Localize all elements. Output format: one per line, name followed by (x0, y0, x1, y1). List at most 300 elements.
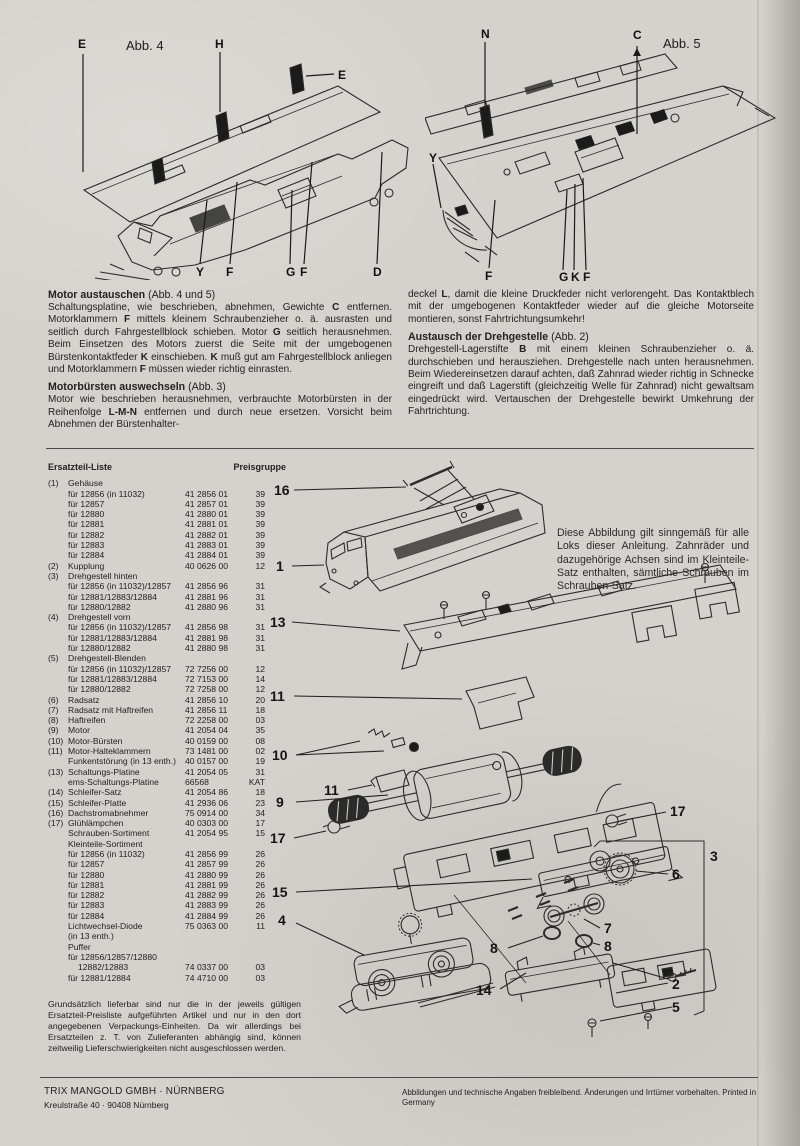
part-label: für 12880 (68, 869, 105, 880)
parts-row (48, 643, 286, 653)
section-body-buersten-continued: deckel L, damit die kleine Druckfeder nicht verlorengeht. Das Kontaktblech mit der umgebogenen Kontaktfeder wieder auf die gleiche Motorseite montieren, sonst Fahrtrichtungsumkehr! (408, 289, 754, 325)
callout-letter: E (338, 68, 347, 82)
callout-letter: K (571, 270, 580, 284)
part-index: (14) (48, 787, 64, 798)
part-label: für 12856 (in 11032) (68, 848, 145, 859)
section-body-drehgestelle: Drehgestell-Lagerstifte B mit einem kleinen Schraubenzieher o. ä. durchschieben und herausziehen. Drehgestelle nach unten herausnehmen. Beim Wiedereinsetzen darauf achten, daß Zahnrad wieder richtig in Schnecke eingreift und daß Lagerstift (gleichzeitig Welle für Zahnrad) nicht gewaltsam eingedrückt wird. Vertauschen der Drehgestelle bewirkt Umkehrung der Fahrtrichtung. (408, 344, 754, 418)
part-label: für 12881/12884 (68, 972, 131, 983)
parts-list-price-column-header: Preisgruppe (233, 462, 286, 472)
part-index (48, 973, 68, 983)
parts-row (48, 695, 286, 705)
part-order-number (185, 478, 239, 488)
part-index (48, 777, 68, 787)
part-price-group (239, 952, 265, 962)
part-index: (4) (48, 612, 59, 623)
part-price-group (239, 571, 265, 581)
part-price-group: 39 (255, 509, 265, 520)
part-index (48, 509, 68, 519)
part-index (48, 674, 68, 684)
part-order-number: 72 7256 00 (185, 663, 229, 674)
part-price-group: 12 (255, 684, 265, 695)
callout-letter: D (373, 265, 382, 279)
part-index: (13) (48, 766, 64, 777)
part-index: (16) (48, 807, 64, 818)
callout-letter: G (559, 270, 569, 284)
part-price-group: 03 (255, 972, 265, 983)
exploded-callout-16: 16 (274, 482, 290, 498)
part-label: für 12881/12883/12884 (68, 632, 157, 643)
part-order-number: 40 0159 00 (185, 735, 229, 746)
figure-abb5-locomotive-diagram (425, 22, 785, 284)
part-order-number: 41 2880 01 (185, 509, 229, 520)
part-label: Drehgestell hinten (68, 570, 138, 581)
part-label: für 12880/12882 (68, 684, 131, 695)
parts-row (48, 602, 286, 612)
part-price-group: 08 (255, 735, 265, 746)
exploded-callout-1: 1 (276, 558, 284, 574)
part-price-group: KAT (248, 776, 265, 787)
parts-row (48, 705, 286, 715)
part-index (48, 870, 68, 880)
part-price-group: 31 (255, 632, 265, 643)
part-index (48, 931, 68, 941)
parts-row (48, 725, 286, 735)
part-order-number: 41 2054 95 (185, 828, 229, 839)
rear-bogie-block-part (607, 948, 718, 1015)
part-order-number: 41 2882 01 (185, 529, 229, 540)
part-label: Radsatz mit Haftreifen (68, 704, 154, 715)
part-price-group: 23 (255, 797, 265, 808)
parts-row (48, 530, 286, 540)
part-label: Schleifer-Platte (68, 797, 127, 808)
part-order-number: 41 2857 99 (185, 859, 229, 870)
part-price-group: 17 (255, 818, 265, 829)
part-order-number (185, 571, 239, 581)
part-index: (11) (48, 746, 63, 757)
part-order-number (185, 952, 239, 962)
part-index: (3) (48, 570, 59, 581)
part-order-number (185, 653, 239, 663)
part-label: Haftreifen (68, 715, 106, 726)
part-order-number: 41 2881 99 (185, 879, 229, 890)
part-label: für 12856 (in 11032)/12857 (68, 622, 172, 633)
part-price-group: 26 (255, 910, 265, 921)
part-price-group: 26 (255, 890, 265, 901)
part-price-group: 39 (255, 488, 265, 499)
part-order-number: 41 2882 99 (185, 890, 229, 901)
parts-row (48, 931, 286, 941)
parts-row (48, 839, 286, 849)
part-order-number: 74 0337 00 (185, 962, 229, 973)
part-label: für 12881/12883/12884 (68, 673, 157, 684)
part-order-number: 41 2054 05 (185, 766, 229, 777)
part-order-number: 41 2880 96 (185, 601, 229, 612)
parts-row (48, 859, 286, 869)
section-divider-rule (46, 448, 754, 449)
callout-letter: N (481, 27, 490, 41)
part-index: (17) (48, 818, 64, 829)
parts-row (48, 715, 286, 725)
part-price-group: 11 (256, 921, 265, 932)
part-price-group: 15 (255, 828, 265, 839)
part-label: für 12884 (68, 550, 105, 561)
part-order-number: 41 2856 10 (185, 694, 229, 705)
instructions-right-column (408, 289, 754, 419)
figure-abb4-locomotive-diagram (40, 22, 425, 280)
part-order-number: 72 7153 00 (185, 673, 229, 684)
part-price-group: 26 (255, 869, 265, 880)
part-index: (1) (48, 478, 59, 489)
figure-label-abb5: Abb. 5 (663, 36, 701, 51)
part-index: (2) (48, 560, 59, 571)
parts-row (48, 952, 286, 962)
part-order-number: 41 2881 96 (185, 591, 229, 602)
parts-row (48, 942, 286, 952)
part-order-number: 66568 (185, 776, 209, 787)
section-heading-motor: Motor austauschen (Abb. 4 und 5) (48, 289, 216, 301)
part-index (48, 962, 68, 972)
part-label: für 12880/12882 (68, 643, 131, 654)
abb4-leader-lines (83, 52, 382, 264)
part-label: Radsatz (68, 694, 100, 705)
parts-row (48, 509, 286, 519)
section-body-motor: Schaltungsplatine, wie beschrieben, abnehmen, Gewichte C entfernen. Motorklammern F mittels kleinem Schraubenzieher o. ä. ausrasten und seitlich durch Fahrgestellblock schieben. Motor G seitlich herausnehmen. Beim Einsetzen des Motors zuerst die Seite mit der umgebogenen Bürstenkontaktfeder K einschieben. K muß gut am Fahrgestellblock anliegen und Motorklammern F müssen wieder richtig einrasten. (48, 302, 392, 376)
section-body-buersten: Motor wie beschrieben herausnehmen, verbrauchte Motorbürsten in der Reihenfolge L-M-N entfernen und durch neue ersetzen. Vorsicht beim Abnehmen der Bürstenhalter- (48, 394, 392, 431)
part-price-group: 26 (255, 900, 265, 911)
callout-letter: F (226, 265, 234, 279)
part-order-number: 41 2857 01 (185, 498, 229, 509)
callout-letter: F (300, 265, 308, 279)
exploded-callout-8: 8 (604, 938, 612, 954)
part-price-group: 39 (255, 519, 265, 530)
part-index (48, 684, 68, 694)
footer-divider-rule (40, 1077, 758, 1078)
applicability-note: Diese Abbildung gilt sinngemäß für alle Loks dieser Anleitung. Zahnräder und dazugehörige Achsen sind im Kleinteile-Satz enthalten, sämtliche Schrauben im Schrauben-Satz. (557, 527, 749, 593)
parts-row (48, 849, 286, 859)
part-price-group: 31 (255, 622, 265, 633)
part-label: Lichtwechsel-Diode (68, 921, 143, 932)
parts-row (48, 798, 286, 808)
parts-row (48, 561, 286, 571)
part-order-number (185, 839, 239, 849)
part-index: (6) (48, 694, 59, 705)
parts-row (48, 571, 286, 581)
part-index (48, 828, 68, 838)
part-price-group: 18 (255, 787, 265, 798)
exploded-callout-11b: 11 (324, 782, 339, 798)
parts-row (48, 808, 286, 818)
callout-letter: Y (429, 151, 438, 165)
part-order-number: 41 2881 98 (185, 632, 229, 643)
exploded-callout-17b: 17 (670, 803, 686, 819)
callout-letter: Y (196, 265, 205, 279)
part-index (48, 839, 68, 849)
motor-clip-part (466, 677, 534, 729)
part-label: Schrauben-Sortiment (68, 828, 150, 839)
part-label: Dachstromabnehmer (68, 807, 149, 818)
part-label: (in 13 enth.) (68, 931, 114, 942)
part-label: für 12856/12857/12880 (68, 951, 157, 962)
part-order-number: 41 2936 06 (185, 797, 229, 808)
part-price-group: 31 (255, 581, 265, 592)
parts-row (48, 540, 286, 550)
exploded-callout-9: 9 (276, 794, 284, 810)
part-index (48, 499, 68, 509)
part-price-group: 03 (255, 962, 265, 973)
wheelset-part (544, 894, 604, 926)
part-price-group: 35 (255, 725, 265, 736)
part-index (48, 952, 68, 962)
part-order-number: 40 0626 00 (185, 560, 229, 571)
exploded-callout-7: 7 (604, 920, 612, 936)
part-label: Schleifer-Satz (68, 787, 122, 798)
exploded-callout-8b: 8 (490, 940, 498, 956)
parts-row (48, 489, 286, 499)
part-order-number: 41 2054 04 (185, 725, 229, 736)
parts-row (48, 973, 286, 983)
part-price-group: 12 (255, 560, 265, 571)
callout-letter: F (583, 270, 591, 284)
part-price-group: 39 (255, 540, 265, 551)
parts-row (48, 962, 286, 972)
part-label: Motor-Halteklammern (68, 746, 151, 757)
part-order-number: 40 0157 00 (185, 756, 229, 767)
part-label: für 12882 (68, 529, 105, 540)
part-index (48, 530, 68, 540)
part-price-group: 18 (255, 704, 265, 715)
part-order-number: 75 0914 00 (185, 807, 229, 818)
part-order-number: 41 2856 98 (185, 622, 229, 633)
parts-row (48, 900, 286, 910)
parts-row (48, 870, 286, 880)
part-index (48, 921, 68, 931)
part-order-number: 41 2883 99 (185, 900, 229, 911)
exploded-callout-17: 17 (270, 830, 286, 846)
part-price-group (239, 942, 265, 952)
part-price-group: 31 (255, 591, 265, 602)
part-order-number: 41 2856 99 (185, 848, 229, 859)
part-label: Motor-Bürsten (68, 735, 123, 746)
part-order-number: 41 2856 96 (185, 581, 229, 592)
part-order-number: 41 2881 01 (185, 519, 229, 530)
part-price-group: 12 (255, 663, 265, 674)
spare-parts-list (48, 462, 286, 983)
part-label: für 12856 (in 11032) (68, 488, 145, 499)
part-label: für 12856 (in 11032)/12857 (68, 663, 172, 674)
part-order-number (185, 942, 239, 952)
exploded-callout-6: 6 (672, 866, 680, 882)
part-price-group: 02 (255, 746, 265, 757)
part-label: für 12880/12882 (68, 601, 131, 612)
part-price-group: 39 (255, 550, 265, 561)
part-order-number: 73 1481 00 (185, 746, 229, 757)
part-order-number: 41 2054 86 (185, 787, 229, 798)
part-index (48, 489, 68, 499)
instructions-left-column (48, 289, 392, 432)
part-order-number: 40 0303 00 (185, 818, 229, 829)
parts-row (48, 890, 286, 900)
exploded-callout-2: 2 (672, 976, 680, 992)
part-label: Kupplung (68, 560, 105, 571)
part-index: (7) (48, 704, 59, 715)
part-order-number: 72 2258 00 (185, 715, 229, 726)
parts-row (48, 828, 286, 838)
part-index: (10) (48, 735, 64, 746)
part-order-number: 72 7258 00 (185, 684, 229, 695)
part-order-number (185, 931, 239, 941)
part-label: Glühlämpchen (68, 818, 124, 829)
part-label: Puffer (68, 941, 91, 952)
bogie-frame-part (503, 943, 617, 1004)
part-label: 12882/12883 (78, 962, 129, 973)
exploded-callout-5: 5 (672, 999, 680, 1015)
front-bogie-part (325, 901, 492, 1014)
parts-list-title: Ersatzteil-Liste (48, 462, 113, 472)
part-price-group: 20 (255, 694, 265, 705)
part-index (48, 900, 68, 910)
section-heading-drehgestelle: Austausch der Drehgestelle (Abb. 2) (408, 331, 589, 344)
part-label: Funkentstörung (in 13 enth.) (68, 756, 176, 767)
parts-row (48, 592, 286, 602)
part-index (48, 622, 68, 632)
parts-row (48, 767, 286, 777)
parts-row (48, 622, 286, 632)
part-label: für 12857 (68, 859, 105, 870)
exploded-callout-3: 3 (710, 848, 718, 864)
part-order-number: 41 2880 99 (185, 869, 229, 880)
part-label: für 12884 (68, 910, 105, 921)
part-price-group: 03 (255, 715, 265, 726)
exploded-callout-11: 11 (270, 688, 285, 704)
part-price-group (239, 612, 265, 622)
traction-tire-parts (544, 927, 592, 947)
availability-footnote: Grundsätzlich lieferbar sind nur die in der jeweils gültigen Ersatzteil-Preisliste aufgeführten Artikel und nur in den dort angegebenen Verpackungs-Einheiten. Da wir allerdings bei Ersatzteilen z. T. von Zulieferanten abhängig sind, können zeitweilig Lieferschwierigkeiten nicht ausgeschlossen werden. (48, 999, 301, 1053)
callout-letter: C (633, 28, 642, 42)
parts-row (48, 818, 286, 828)
part-label: Schaltungs-Platine (68, 766, 140, 777)
part-order-number: 41 2883 01 (185, 540, 229, 551)
parts-list-header (48, 462, 286, 472)
part-order-number: 41 2884 99 (185, 910, 229, 921)
part-index (48, 519, 68, 529)
part-label: für 12857 (68, 498, 105, 509)
part-index (48, 880, 68, 890)
part-price-group (239, 478, 265, 488)
part-order-number: 41 2856 11 (185, 704, 228, 715)
parts-row (48, 787, 286, 797)
exploded-callout-4: 4 (278, 912, 286, 928)
part-price-group (239, 839, 265, 849)
part-label: für 12881 (68, 519, 105, 530)
part-label: für 12881/12883/12884 (68, 591, 157, 602)
part-price-group: 26 (255, 859, 265, 870)
abb4-drawing (84, 64, 408, 280)
footer-legal: Abbildungen und technische Angaben freibleibend. Änderungen und Irrtümer vorbehalten. Printed in Germany (402, 1088, 757, 1107)
slider-plate-part (530, 844, 682, 908)
footer-company: TRIX MANGOLD GMBH · NÜRNBERG (44, 1086, 225, 1097)
part-index (48, 942, 68, 952)
part-index (48, 643, 68, 653)
part-order-number: 41 2880 98 (185, 643, 229, 654)
parts-row (48, 519, 286, 529)
footer-address: Kreulstraße 40 · 90408 Nürnberg (44, 1100, 169, 1110)
callout-letter: F (485, 269, 493, 283)
part-order-number (185, 612, 239, 622)
part-label: Motor (68, 725, 90, 736)
parts-row (48, 499, 286, 509)
part-label: für 12882 (68, 890, 105, 901)
parts-row (48, 674, 286, 684)
part-index (48, 756, 68, 766)
exploded-callout-13: 13 (270, 614, 286, 630)
part-index (48, 550, 68, 560)
part-price-group: 31 (255, 766, 265, 777)
parts-row (48, 880, 286, 890)
section-heading-buersten: Motorbürsten auswechseln (Abb. 3) (48, 381, 226, 394)
part-price-group: 39 (255, 529, 265, 540)
footer-company-block (44, 1086, 225, 1110)
parts-row (48, 921, 286, 931)
parts-row (48, 653, 286, 663)
parts-row (48, 581, 286, 591)
parts-row (48, 664, 286, 674)
part-label: für 12880 (68, 509, 105, 520)
part-order-number: 41 2856 01 (185, 488, 229, 499)
part-label: Kleinteile-Sortiment (68, 838, 143, 849)
part-label: für 12856 (in 11032)/12857 (68, 581, 172, 592)
exploded-callout-10: 10 (272, 747, 288, 763)
part-price-group (239, 653, 265, 663)
part-label: für 12881 (68, 879, 105, 890)
motor-brush-parts (368, 729, 419, 752)
gear-wheel-part (590, 851, 636, 885)
part-price-group: 34 (255, 807, 265, 818)
parts-row (48, 478, 286, 488)
callout-letter: E (78, 37, 87, 51)
part-price-group: 14 (255, 673, 265, 684)
part-order-number: 75 0363 00 (185, 921, 229, 932)
chassis-block-part (386, 778, 667, 924)
body-shell-part (320, 489, 545, 593)
part-label: für 12883 (68, 540, 105, 551)
part-order-number: 41 2884 01 (185, 550, 229, 561)
callout-letter: H (215, 37, 224, 51)
parts-row (48, 550, 286, 560)
part-index (48, 633, 68, 643)
part-index (48, 592, 68, 602)
part-label: Drehgestell-Blenden (68, 653, 146, 664)
part-index (48, 849, 68, 859)
parts-rows (48, 478, 286, 983)
parts-row (48, 777, 286, 787)
part-index: (8) (48, 715, 59, 726)
part-label: für 12883 (68, 900, 105, 911)
part-index: (15) (48, 797, 64, 808)
exploded-callout-14: 14 (476, 982, 492, 998)
part-order-number: 74 4710 00 (185, 972, 229, 983)
part-index (48, 602, 68, 612)
part-price-group: 31 (255, 643, 265, 654)
exploded-callout-15: 15 (272, 884, 288, 900)
part-index: (9) (48, 725, 59, 736)
part-index (48, 540, 68, 550)
part-index (48, 664, 68, 674)
abb5-drawing (425, 54, 775, 262)
part-price-group: 26 (255, 848, 265, 859)
parts-row (48, 756, 286, 766)
parts-row (48, 612, 286, 622)
part-index (48, 890, 68, 900)
